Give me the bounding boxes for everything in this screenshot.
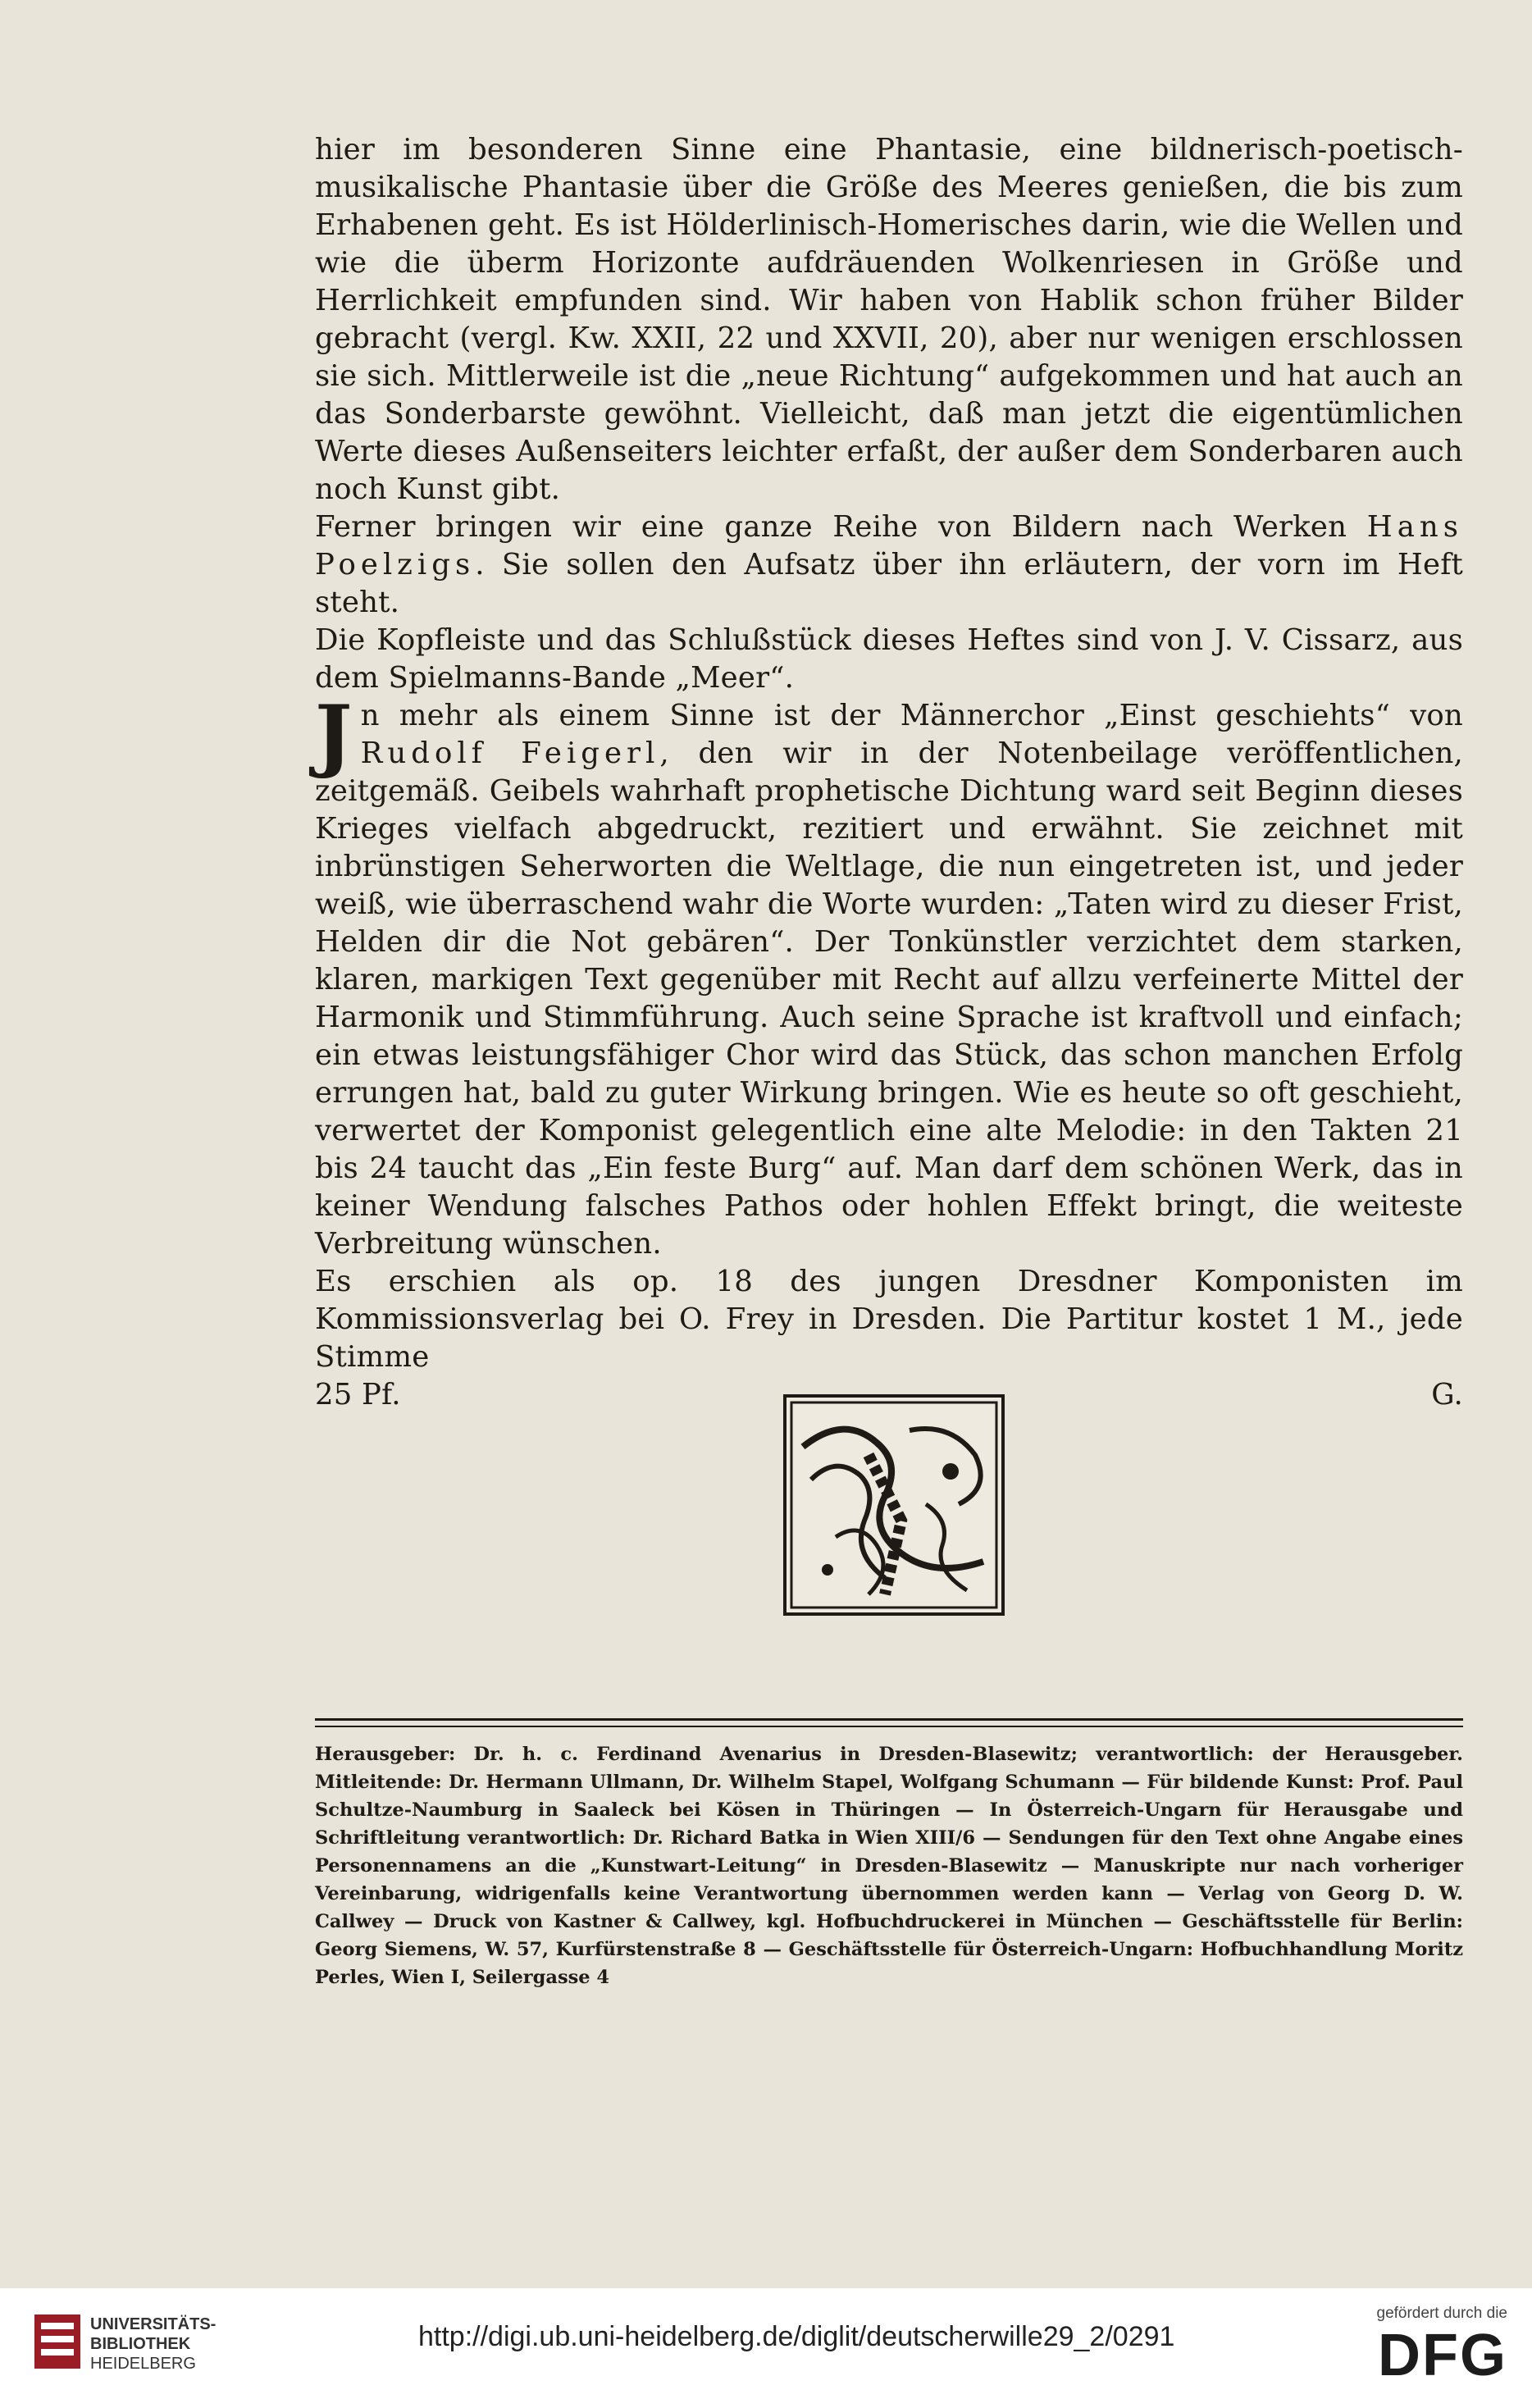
funding-caption: gefördert durch die: [1376, 2305, 1507, 2322]
paragraph-publication: Es erschien als op. 18 des jungen Dresdner Komponisten im Kommissionsverlag bei O. Frey in Dresden. Die Partitur kostet 1 M., jede Stimme: [315, 1265, 1463, 1374]
paragraph-hablik: hier im besonderen Sinne eine Phantasie, eine bildnerisch-poetisch-musikalische Phantasie über die Größe des Meeres genießen, die bis zum Erhabenen geht. Es ist Hölderlinisch-Homerisches darin, wie die Wellen und wie die überm Horizonte aufdräuenden Wolkenriesen in Größe und Herrlichkeit empfunden sind. Wir haben von Hablik schon früher Bilder gebracht (vergl. Kw. XXII, 22 und XXVII, 20), aber nur wenigen erschlossen sie sich. Mittlerweile ist die „neue Richtung“ aufgekommen und hat auch an das Sonderbarste gewöhnt. Vielleicht, daß man jetzt die eigentümlichen Werte dieses Außenseiters leichter erfaßt, der außer dem Sonderbaren auch noch Kunst gibt.: [315, 133, 1463, 506]
wave-ornament-icon: [787, 1398, 1001, 1612]
footer-rule-top: [315, 1718, 1463, 1721]
closing-vignette-illustration: [783, 1394, 1005, 1616]
name-poelzig: Hans Poelzigs: [315, 510, 1463, 581]
paragraph-cissarz: Die Kopfleiste und das Schlußstück dieses Heftes sind von J. V. Cissarz, aus dem Spielmanns-Bande „Meer“.: [315, 623, 1463, 695]
library-name: UNIVERSITÄTS- BIBLIOTHEK HEIDELBERG: [90, 2315, 217, 2373]
author-initial: G.: [1431, 1378, 1463, 1412]
imprint-text: Herausgeber: Dr. h. c. Ferdinand Avenarius in Dresden-Blasewitz; verantwortlich: der Herausgeber. Mitleitende: Dr. Hermann Ullmann, Dr. Wilhelm Stapel, Wolfgang Schumann — Für bildende Kunst: Prof. Paul Schultze-Naumburg in Saaleck bei Kösen in Thüringen — In Österreich-Ungarn für Herausgabe und Schriftleitung verantwortlich: Dr. Richard Batka in Wien XIII/6 — Sendungen für den Text ohne Angabe eines Personennamens an die „Kunstwart-Leitung“ in Dresden-Blasewitz — Manuskripte nur nach vorheriger Vereinbarung, widrigenfalls keine Verantwortung übernommen werden kann — Verlag von Georg D. W. Callwey — Druck von Kastner & Callwey, kgl. Hofbuchdruckerei in München — Geschäftsstelle für Berlin: Georg Siemens, W. 57, Kurfürstenstraße 8 — Geschäftsstelle für Österreich-Ungarn: Hofbuchhandlung Moritz Perles, Wien I, Seilergasse 4: [315, 1744, 1463, 1988]
digitization-footer: [0, 2288, 1532, 2408]
name-feigerl: Rudolf Feigerl: [360, 737, 660, 770]
funder-block: [1343, 2305, 1507, 2388]
paragraph-feigerl: Jn mehr als einem Sinne ist der Männerchor „Einst geschiehts“ von Rudolf Feigerl, den wir in der Notenbeilage veröffentlichen, zeitgemäß. Geibels wahrhaft prophetische Dichtung ward seit Beginn dieses Krieges vielfach abgedruckt, rezitiert und erwähnt. Sie zeichnet mit inbrünstigen Seherworten die Weltlage, die nun eingetreten ist, und jeder weiß, wie überraschend wahr die Worte wurden: „Taten wird zu dieser Frist, Helden dir die Not gebären“. Der Tonkünstler verzichtet dem starken, klaren, markigen Text gegenüber mit Recht auf allzu verfeinerte Mittel der Harmonik und Stimmführung. Auch seine Sprache ist kraftvoll und einfach; ein etwas leistungsfähiger Chor wird das Stück, das schon manchen Erfolg errungen hat, bald zu guter Wirkung bringen. Wie es heute so oft geschieht, verwertet der Komponist gelegentlich eine alte Melodie: in den Takten 21 bis 24 taucht das „Ein feste Burg“ auf. Man darf dem schönen Werk, das in keiner Wendung falsches Pathos oder hohlen Effekt bringt, die weiteste Verbreitung wünschen.: [315, 688, 1464, 1261]
article-text: [315, 131, 1463, 1414]
paragraph-poelzig: Ferner bringen wir eine ganze Reihe von Bildern nach Werken Hans Poelzigs. Sie sollen den Aufsatz über ihn erläutern, der vorn im Heft steht.: [315, 510, 1463, 619]
university-seal-icon: [33, 2313, 82, 2370]
source-url-link[interactable]: http://digi.ub.uni-heidelberg.de/diglit/deutscherwille29_2/0291: [418, 2321, 1175, 2352]
price-text: 25 Pf.: [315, 1378, 401, 1412]
dfg-logo: DFG: [1378, 2323, 1507, 2388]
drop-cap: J: [315, 688, 353, 781]
footer-rule-bottom: [315, 1726, 1463, 1727]
